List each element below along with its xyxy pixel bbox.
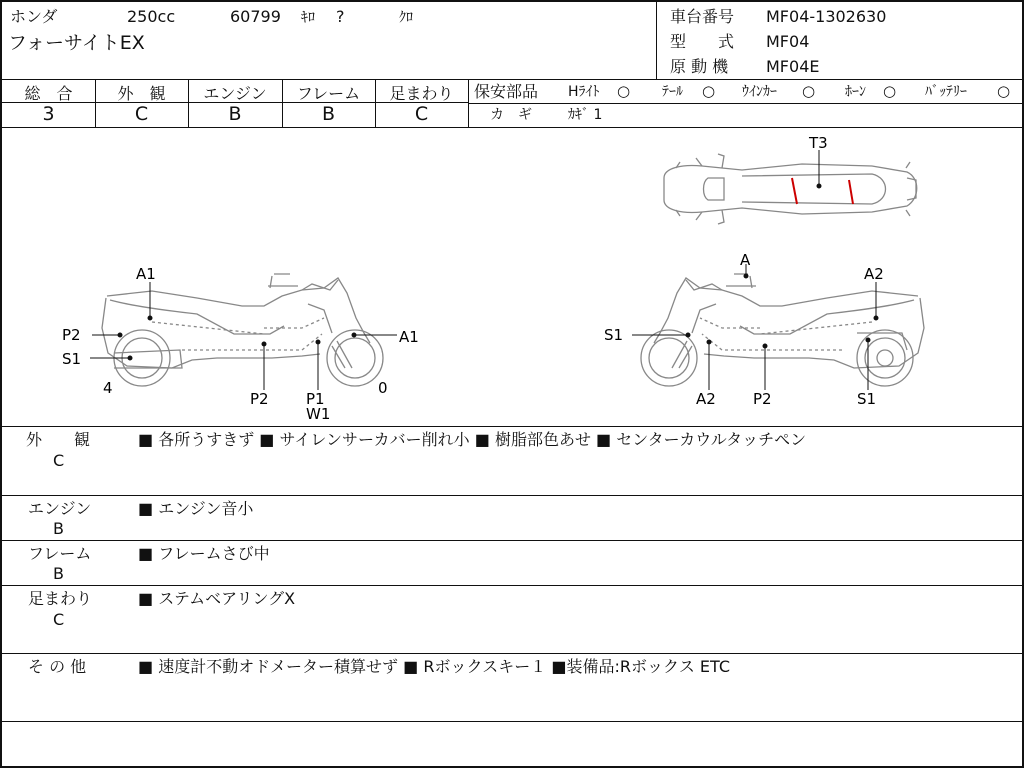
safety-battery-label: ﾊﾞｯﾃﾘｰ [925,84,967,100]
label-p1-bottom: P1 [306,390,325,408]
scooter-top-view-drawing [664,154,917,224]
grade-suspension-label: 足まわり [389,84,454,103]
remark-suspension-text: ■ ステムベアリングX [138,589,296,608]
model-name: フォーサイトEX [8,32,145,54]
safety-tail-mark: ○ [702,82,716,100]
grade-overall-value: 3 [42,103,55,125]
remarks-line [2,653,1024,654]
remark-suspension-category: 足まわり [28,589,93,608]
engine-type-value: MF04E [766,57,820,76]
label-a1-right: A1 [399,328,419,346]
label-a2-top: A2 [864,265,884,283]
damage-diagram [2,128,1024,426]
label-s1-right-left: S1 [604,326,624,344]
mileage-note: ? [336,7,345,26]
diagram-leader-lines [90,150,878,390]
safety-headlight-label: Hﾗｲﾄ [568,84,600,100]
label-a2-bottom: A2 [696,390,716,408]
remark-exterior-text: ■ 各所うすきず ■ サイレンサーカバー削れ小 ■ 樹脂部色あせ ■ センターカウルタッチペン [138,430,807,449]
mileage: 60799 [230,7,281,26]
grade-engine-label: エンジン [203,84,267,103]
color: ｸﾛ [399,10,413,26]
mileage-unit: ｷﾛ [301,10,315,26]
remark-exterior-category: 外 観 [26,430,91,449]
remark-exterior-grade: C [53,451,65,470]
scooter-right-side-drawing [641,274,924,386]
frame-number-label: 車台番号 [670,7,735,26]
grade-exterior-value: C [134,103,149,125]
top-view-red-mark [792,178,797,204]
remarks-top-line [2,426,1024,427]
top-view-red-mark [849,180,853,204]
label-t3: T3 [809,134,828,152]
safety-horn-label: ﾎｰﾝ [845,84,866,100]
remark-frame-category: フレーム [28,544,92,563]
safety-horn-mark: ○ [883,82,897,100]
safety-mid-line [468,103,1024,104]
safety-tail-label: ﾃｰﾙ [662,84,683,100]
type-value: MF04 [766,32,810,51]
remark-engine-grade: B [53,519,64,538]
header-bottom-line [2,79,1024,80]
safety-winker-mark: ○ [802,82,816,100]
label-rear-number: 4 [103,379,113,397]
label-s1-left: S1 [62,350,82,368]
remark-other-category: そ の 他 [28,657,87,676]
safety-winker-label: ｳｲﾝｶｰ [742,84,777,100]
remarks-line [2,585,1024,586]
key-label: カ ギ [490,107,532,123]
label-s1-bottom: S1 [857,390,877,408]
remark-frame-text: ■ フレームさび中 [138,544,270,563]
type-label: 型 式 [670,32,735,51]
label-a-top: A [740,251,751,269]
grade-engine-value: B [228,103,242,125]
label-a1-top: A1 [136,265,156,283]
label-w1-bottom: W1 [306,405,331,423]
safety-title: 保安部品 [474,82,539,101]
maker: ホンダ [10,7,58,26]
key-value: ｶｷﾞ 1 [568,107,603,123]
remark-suspension-grade: C [53,610,65,629]
label-front-number: 0 [378,379,388,397]
remarks-line [2,540,1024,541]
scooter-left-side-drawing [102,274,383,386]
header-divider [656,2,657,79]
grade-suspension-value: C [414,103,429,125]
label-p2-left: P2 [62,326,81,344]
displacement: 250cc [127,7,176,26]
remarks-line [2,495,1024,496]
label-p2-bottom: P2 [250,390,269,408]
remark-frame-grade: B [53,564,64,583]
safety-headlight-mark: ○ [617,82,631,100]
remark-other-text: ■ 速度計不動オドメーター積算せず ■ Rボックスキー１ ■装備品:Rボックス ETC [138,657,731,676]
grade-overall-label: 総 合 [24,84,73,103]
frame-number: MF04-1302630 [766,7,887,26]
grade-exterior-label: 外 観 [117,84,166,103]
remark-engine-category: エンジン [28,499,92,518]
engine-type-label: 原 動 機 [670,57,729,76]
remark-engine-text: ■ エンジン音小 [138,499,254,518]
grade-frame-label: フレーム [296,84,361,103]
remarks-bottom-line [2,721,1024,722]
safety-battery-mark: ○ [997,82,1011,100]
label-p2-right-bottom: P2 [753,390,772,408]
grade-frame-value: B [321,103,336,125]
